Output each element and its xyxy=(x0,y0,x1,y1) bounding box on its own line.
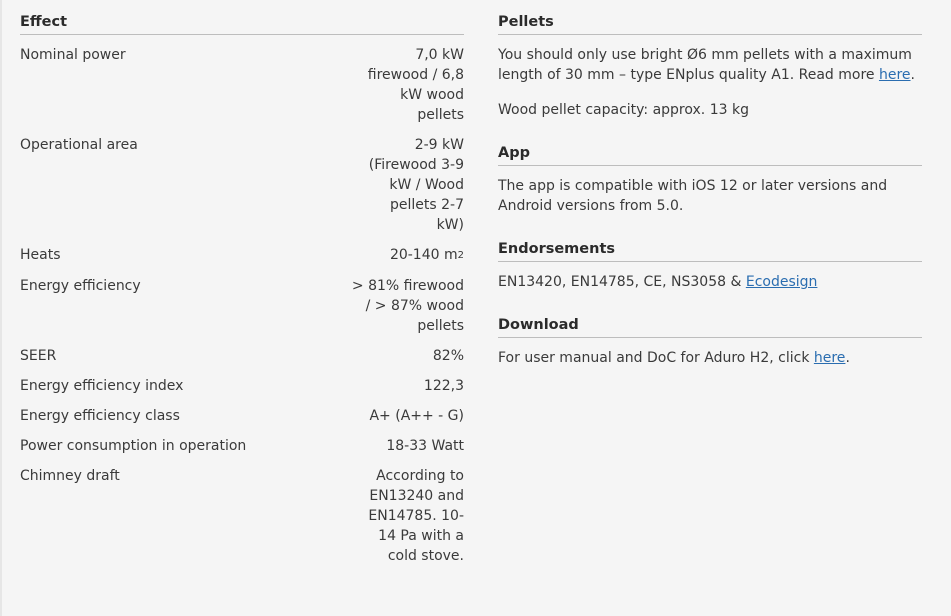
spec-row-energy-efficiency xyxy=(20,276,464,336)
endorsements-section xyxy=(498,239,922,292)
effect-section xyxy=(20,12,464,576)
pellets-section xyxy=(498,12,922,120)
spec-label: Power consumption in operation xyxy=(20,438,247,454)
app-section xyxy=(498,143,922,216)
spec-row-chimney-draft xyxy=(20,466,464,566)
pellets-heading: Pellets xyxy=(498,12,922,35)
download-text-end: . xyxy=(845,350,850,366)
pellet-capacity: Wood pellet capacity: approx. 13 kg xyxy=(498,102,749,118)
pellets-text-end: . xyxy=(910,67,915,83)
download-heading: Download xyxy=(498,315,922,338)
endorsements-description xyxy=(498,272,922,292)
spec-label: Heats xyxy=(20,247,61,263)
spec-label: Energy efficiency xyxy=(20,278,141,294)
spec-label: Chimney draft xyxy=(20,468,120,484)
endorsements-text: EN13420, EN14785, CE, NS3058 & xyxy=(498,274,746,290)
left-edge-divider xyxy=(0,0,2,616)
download-section xyxy=(498,315,922,368)
spec-value-heats xyxy=(390,245,464,266)
spec-label: SEER xyxy=(20,348,57,364)
spec-value: 2-9 kW (Firewood 3-9 kW / Wood pellets 2-7 kW) xyxy=(368,137,464,233)
pellets-description xyxy=(498,45,922,85)
spec-value: 18-33 Watt xyxy=(386,438,464,454)
app-description: The app is compatible with iOS 12 or later versions and Android versions from 5.0. xyxy=(498,178,888,214)
spec-row-energy-efficiency-class xyxy=(20,406,464,426)
spec-label: Energy efficiency index xyxy=(20,378,184,394)
squared-superscript: 2 xyxy=(457,250,464,261)
effect-heading: Effect xyxy=(20,12,464,35)
ecodesign-link[interactable]: Ecodesign xyxy=(745,274,818,290)
spec-label: Operational area xyxy=(20,137,138,153)
spec-value: A+ (A++ - G) xyxy=(369,408,464,424)
spec-value: According to EN13240 and EN14785. 10-14 Pa with a cold stove. xyxy=(368,468,464,564)
spec-row-energy-efficiency-index xyxy=(20,376,464,396)
spec-row-operational-area xyxy=(20,135,464,235)
spec-row-power-consumption xyxy=(20,436,464,456)
spec-row-seer xyxy=(20,346,464,366)
spec-value: 7,0 kW firewood / 6,8 kW wood pellets xyxy=(367,47,464,123)
info-column xyxy=(498,12,922,391)
spec-row-heats xyxy=(20,245,464,266)
spec-label: Energy efficiency class xyxy=(20,408,180,424)
spec-value: 122,3 xyxy=(423,378,464,394)
heats-value-text: 20-140 m xyxy=(389,247,458,263)
download-here-link[interactable]: here xyxy=(813,350,846,366)
app-heading: App xyxy=(498,143,922,166)
spec-label: Nominal power xyxy=(20,47,126,63)
spec-row-nominal-power xyxy=(20,45,464,125)
download-text: For user manual and DoC for Aduro H2, click xyxy=(498,350,814,366)
spec-value: > 81% firewood / > 87% wood pellets xyxy=(351,278,464,334)
download-description xyxy=(498,348,922,368)
spec-value: 82% xyxy=(432,348,464,364)
pellets-read-more-link[interactable]: here xyxy=(878,67,911,83)
pellets-text: You should only use bright Ø6 mm pellets with a maximum length of 30 mm – type ENplus quality A1. Read more xyxy=(498,47,912,83)
endorsements-heading: Endorsements xyxy=(498,239,922,262)
